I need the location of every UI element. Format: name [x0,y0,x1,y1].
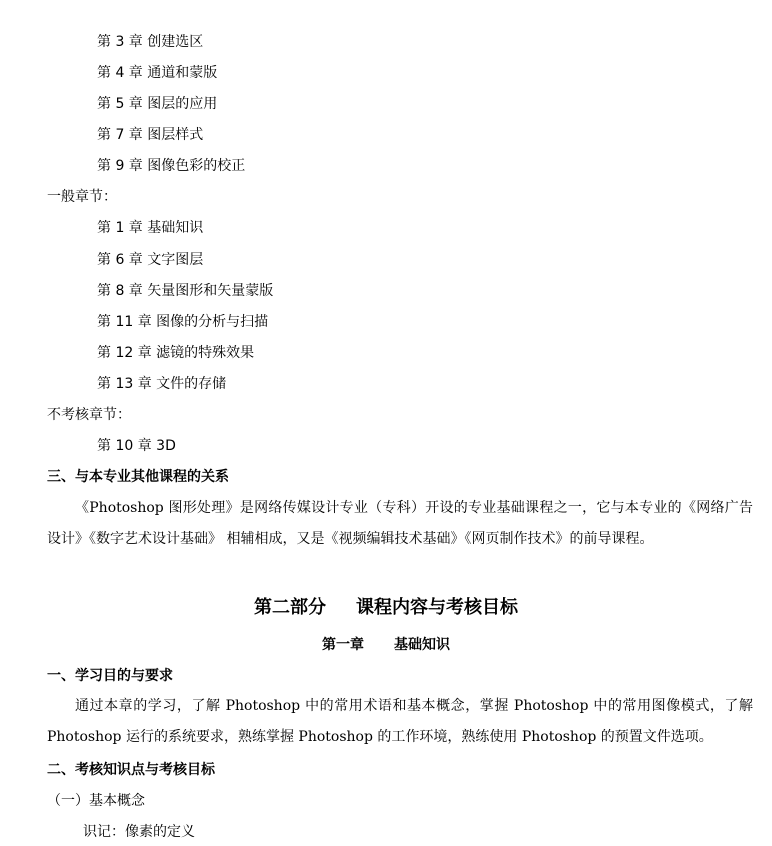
chapter-title [0,635,772,655]
section-paragraph: 《Photoshop 图形处理》是网络传媒设计专业（专科）开设的专业基础课程之一，它与本专业的《网络广告设计》《数字艺术设计基础》 相辅相成，又是《视频编辑技术基础》《网页制作技术》的前导课程。 [47,500,753,547]
chapter-title-text: 基础知识 [394,637,450,653]
chapter-label: 第一章 [322,637,364,653]
key-chapter-5: 第 5 章 图层的应用 [97,96,218,112]
part-title-text: 课程内容与考核目标 [356,597,518,618]
objectives-heading: 一、学习目的与要求 [47,668,173,684]
general-chapters-heading: 一般章节： [47,189,117,205]
key-chapter-4: 第 4 章 通道和蒙版 [97,65,218,81]
not-assessed-heading: 不考核章节： [47,407,131,423]
objectives-paragraph: 通过本章的学习，了解 Photoshop 中的常用术语和基本概念，掌握 Photoshop 中的常用图像模式，了解 Photoshop 运行的系统要求，熟练掌握 Photoshop 的工作环境，熟练使用 Photoshop 的预置文件选项。 [47,698,753,745]
assessment-subheading: （一）基本概念 [47,793,145,809]
general-chapter-1: 第 1 章 基础知识 [97,220,204,236]
part-title [0,596,772,620]
key-chapter-9: 第 9 章 图像色彩的校正 [97,158,246,174]
key-chapter-3: 第 3 章 创建选区 [97,34,204,50]
assessment-heading: 二、考核知识点与考核目标 [47,762,215,778]
general-chapter-8: 第 8 章 矢量图形和矢量蒙版 [97,283,274,299]
general-chapter-13: 第 13 章 文件的存储 [97,376,227,392]
general-chapter-11: 第 11 章 图像的分析与扫描 [97,314,269,330]
general-chapter-12: 第 12 章 滤镜的特殊效果 [97,345,255,361]
key-chapter-7: 第 7 章 图层样式 [97,127,204,143]
section-heading: 三、与本专业其他课程的关系 [47,469,229,485]
part-label: 第二部分 [254,597,326,618]
not-assessed-chapter-10: 第 10 章 3D [97,438,176,454]
assessment-item: 识记：像素的定义 [83,824,195,840]
general-chapter-6: 第 6 章 文字图层 [97,252,204,268]
